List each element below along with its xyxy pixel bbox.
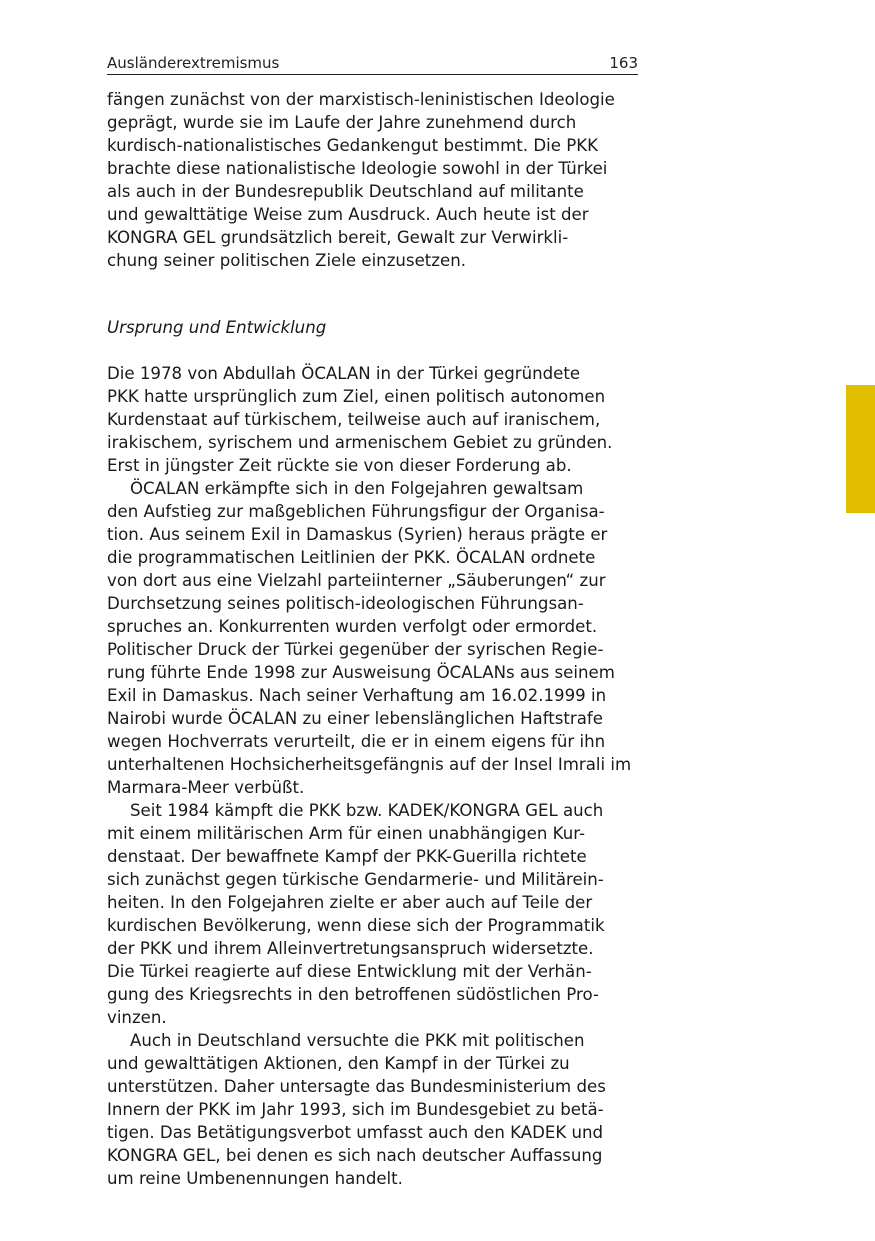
chapter-tab-marker: [846, 385, 875, 513]
text-line: PKK hatte ursprünglich zum Ziel, einen politisch autonomen: [107, 387, 606, 406]
text-line: Nairobi wurde ÖCALAN zu einer lebenslänglichen Haftstrafe: [107, 709, 603, 728]
text-line: den Aufstieg zur maßgeblichen Führungsfigur der Organisa-: [107, 502, 605, 521]
text-line: brachte diese nationalistische Ideologie sowohl in der Türkei: [107, 159, 608, 178]
text-line: Innern der PKK im Jahr 1993, sich im Bundesgebiet zu betä-: [107, 1100, 604, 1119]
text-line: KONGRA GEL grundsätzlich bereit, Gewalt zur Verwirkli-: [107, 228, 569, 247]
text-line: Marmara-Meer verbüßt.: [107, 778, 305, 797]
text-line: Seit 1984 kämpft die PKK bzw. KADEK/KONGRA GEL auch: [130, 801, 604, 820]
text-line: Durchsetzung seines politisch-ideologischen Führungsan-: [107, 594, 584, 613]
text-line: geprägt, wurde sie im Laufe der Jahre zunehmend durch: [107, 113, 577, 132]
body-text: [107, 362, 638, 1190]
intro-paragraph: [107, 88, 638, 272]
text-line: rung führte Ende 1998 zur Ausweisung ÖCALANs aus seinem: [107, 663, 615, 682]
running-head: [107, 52, 638, 75]
text-line: gung des Kriegsrechts in den betroffenen südöstlichen Pro-: [107, 985, 599, 1004]
text-line: um reine Umbenennungen handelt.: [107, 1169, 403, 1188]
text-line: unterstützen. Daher untersagte das Bundesministerium des: [107, 1077, 606, 1096]
text-line: Kurdenstaat auf türkischem, teilweise auch auf iranischem,: [107, 410, 601, 429]
text-line: KONGRA GEL, bei denen es sich nach deutscher Auffassung: [107, 1146, 603, 1165]
text-line: tion. Aus seinem Exil in Damaskus (Syrien) heraus prägte er: [107, 525, 608, 544]
text-line: kurdisch-nationalistisches Gedankengut bestimmt. Die PKK: [107, 136, 598, 155]
text-line: Die Türkei reagierte auf diese Entwicklung mit der Verhän-: [107, 962, 592, 981]
text-line: vinzen.: [107, 1008, 167, 1027]
text-line: und gewalttätigen Aktionen, den Kampf in der Türkei zu: [107, 1054, 570, 1073]
text-line: Politischer Druck der Türkei gegenüber der syrischen Regie-: [107, 640, 604, 659]
text-line: Die 1978 von Abdullah ÖCALAN in der Türkei gegründete: [107, 364, 581, 383]
text-line: Exil in Damaskus. Nach seiner Verhaftung am 16.02.1999 in: [107, 686, 607, 705]
text-line: heiten. In den Folgejahren zielte er aber auch auf Teile der: [107, 893, 593, 912]
text-line: kurdischen Bevölkerung, wenn diese sich der Programmatik: [107, 916, 605, 935]
text-line: als auch in der Bundesrepublik Deutschland auf militante: [107, 182, 584, 201]
text-line: Erst in jüngster Zeit rückte sie von dieser Forderung ab.: [107, 456, 572, 475]
text-line: tigen. Das Betätigungsverbot umfasst auch den KADEK und: [107, 1123, 604, 1142]
text-line: wegen Hochverrats verurteilt, die er in einem eigens für ihn: [107, 732, 606, 751]
text-line: denstaat. Der bewaffnete Kampf der PKK-Guerilla richtete: [107, 847, 587, 866]
section-heading: Ursprung und Entwicklung: [107, 318, 327, 337]
text-line: Auch in Deutschland versuchte die PKK mit politischen: [130, 1031, 585, 1050]
text-line: spruches an. Konkurrenten wurden verfolgt oder ermordet.: [107, 617, 598, 636]
text-line: die programmatischen Leitlinien der PKK. ÖCALAN ordnete: [107, 548, 596, 567]
text-line: und gewalttätige Weise zum Ausdruck. Auch heute ist der: [107, 205, 589, 224]
text-line: ÖCALAN erkämpfte sich in den Folgejahren gewaltsam: [130, 479, 584, 498]
text-line: der PKK und ihrem Alleinvertretungsanspruch widersetzte.: [107, 939, 594, 958]
text-line: fängen zunächst von der marxistisch-leninistischen Ideologie: [107, 90, 615, 109]
text-line: sich zunächst gegen türkische Gendarmerie- und Militärein-: [107, 870, 604, 889]
text-line: unterhaltenen Hochsicherheitsgefängnis auf der Insel Imrali im: [107, 755, 632, 774]
chapter-title: Ausländerextremismus: [107, 54, 280, 72]
text-line: irakischem, syrischem und armenischem Gebiet zu gründen.: [107, 433, 613, 452]
text-line: von dort aus eine Vielzahl parteiinterner „Säuberungen“ zur: [107, 571, 606, 590]
text-line: mit einem militärischen Arm für einen unabhängigen Kur-: [107, 824, 585, 843]
page-number: 163: [609, 54, 638, 72]
text-line: chung seiner politischen Ziele einzusetzen.: [107, 251, 466, 270]
